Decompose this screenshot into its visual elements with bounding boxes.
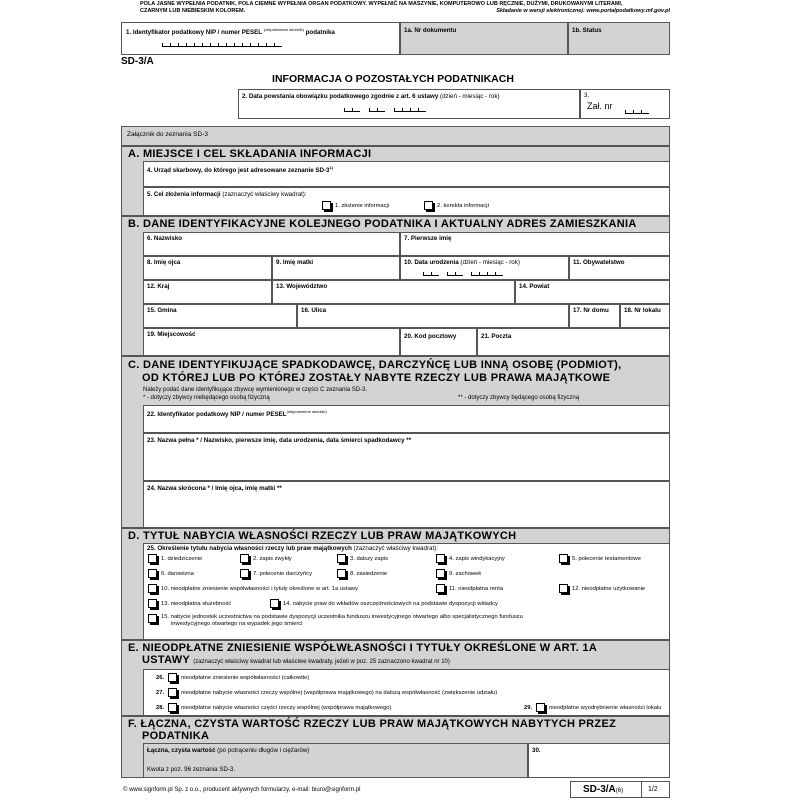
field-6-surname[interactable]: 6. Nazwisko — [143, 232, 400, 256]
field-17-house-number[interactable]: 17. Nr domu — [569, 304, 620, 328]
checkbox-icon[interactable] — [240, 554, 249, 563]
section-c-note-natural-person: ** - dotyczy zbywcy będącego osobą fizyczną — [458, 395, 580, 401]
field-18-apartment-number[interactable]: 18. Nr lokalu — [620, 304, 670, 328]
field-13-voivodeship[interactable]: 13. Województwo — [272, 280, 515, 304]
checkbox-icon[interactable] — [559, 584, 568, 593]
checkbox-icon[interactable] — [322, 201, 331, 210]
section-d-title: D. TYTUŁ NABYCIA WŁASNOŚCI RZECZY LUB PRAW MAJĄTKOWYCH — [128, 530, 517, 542]
section-f-title: F. ŁĄCZNA, CZYSTA WARTOŚĆ RZECZY LUB PRAW MAJĄTKOWYCH NABYTYCH PRZEZ PODATNIKA — [128, 718, 617, 742]
footer-credit: © www.signform.pl Sp. z o.o., producent aktywnych formularzy, e-mail: biuro@signform.pl — [123, 787, 361, 793]
checkbox-icon[interactable] — [436, 569, 445, 578]
field-19-locality[interactable]: 19. Miejscowość — [143, 328, 400, 356]
checkbox-icon[interactable] — [436, 584, 445, 593]
field-15-municipality[interactable]: 15. Gmina — [143, 304, 297, 328]
field-23-full-name[interactable]: 23. Nazwa pełna * / Nazwisko, pierwsze imię, data urodzenia, data śmierci spadkodawcy ** — [143, 433, 670, 481]
field-3-attachment-number[interactable]: 3. Zał. nr — [580, 89, 670, 119]
checkbox-icon[interactable] — [559, 554, 568, 563]
field-7-first-name[interactable]: 7. Pierwsze imię — [400, 232, 670, 256]
checkbox-icon[interactable] — [148, 554, 157, 563]
section-c-note-legal-entity: * - dotyczy zbywcy niebędącego osobą fizyczną — [143, 395, 270, 401]
checkbox-icon[interactable] — [148, 584, 157, 593]
checkbox-icon[interactable] — [148, 614, 157, 623]
field-9-mother-name[interactable]: 9. Imię matki — [272, 256, 400, 280]
checkbox-icon[interactable] — [168, 673, 177, 682]
option-further-bequest[interactable]: 3. dalszy zapis — [337, 554, 388, 563]
section-c-title: C. DANE IDENTYFIKUJĄCE SPADKODAWCĘ, DARCZYŃCĘ LUB INNĄ OSOBĘ (PODMIOT), OD KTÓREJ LUB PO KTÓREJ ZOSTAŁY NABYTE RZECZY LUB PRAWA MAJĄTKOWE — [128, 359, 622, 384]
form-title: INFORMACJA O POZOSTAŁYCH PODATNIKACH — [272, 73, 514, 85]
checkbox-icon[interactable] — [168, 703, 177, 712]
checkbox-icon[interactable] — [240, 569, 249, 578]
total-value-label: Łączna, czysta wartość (po potrąceniu długów i ciężarów) Kwota z poz. 96 zeznania SD-3. — [143, 743, 528, 778]
field-24-short-name[interactable]: 24. Nazwa skrócona * / Imię ojca, imię matki ** — [143, 481, 670, 528]
section-e-options — [143, 669, 670, 716]
option-testamentary-order[interactable]: 5. polecenie testamentowe — [559, 554, 641, 563]
option-27[interactable]: 27. nieodpłatne nabycie własności rzeczy wspólnej (współprawa majątkowego) na dalszą współwłasność (zwiększenie udziału) — [156, 689, 498, 696]
field-12-country[interactable]: 12. Kraj — [143, 280, 272, 304]
field-14-county[interactable]: 14. Powiat — [515, 280, 670, 304]
option-free-annuity[interactable]: 11. nieodpłatna renta — [436, 584, 503, 593]
option-vindication-bequest[interactable]: 4. zapis windykacyjny — [436, 554, 505, 563]
option-legitime[interactable]: 9. zachowek — [436, 569, 481, 578]
field-5-purpose: 5. Cel złożenia informacji (zaznaczyć właściwy kwadrat): 1. złożenie informacji 2. korekta informacji — [143, 187, 670, 216]
option-free-easement[interactable]: 13. nieodpłatna służebność — [148, 599, 231, 608]
checkbox-icon[interactable] — [536, 703, 545, 712]
option-donation[interactable]: 6. darowizna — [148, 569, 194, 578]
field-11-citizenship[interactable]: 11. Obywatelstwo — [569, 256, 670, 280]
field-30-total-value[interactable]: 30. — [528, 743, 670, 778]
fill-instructions: POLA JASNE WYPEŁNIA PODATNIK, POLA CIEMNE WYPEŁNIA ORGAN PODATKOWY. WYPEŁNIĆ NA MASZYNIE, KOMPUTEROWO LUB RĘCZNIE, DUŻYMI, DRUKOWANYMI LITERAMI, CZARNYM LUB NIEBIESKIM KOLOREM. Składanie w wersji elektronicznej: www.portalpodatkowy.mf.gov.pl — [140, 1, 670, 14]
checkbox-icon[interactable] — [424, 201, 433, 210]
option-inheritance[interactable]: 1. dziedziczenie — [148, 554, 202, 563]
option-free-usufruct[interactable]: 12. nieodpłatne użytkowanie — [559, 584, 645, 593]
checkbox-icon[interactable] — [337, 554, 346, 563]
checkbox-icon[interactable] — [148, 599, 157, 608]
option-acquisitive-prescription[interactable]: 8. zasiedzenie — [337, 569, 387, 578]
field-25-acquisition-title: 25. Określenie tytułu nabycia własności rzeczy lub praw majątkowych (zaznaczyć właściwy kwadrat): 1. dziedziczenie 2. zapis zwykły 3. dalszy zapis 4. zapis windykacyjny 5. polecenie testamentowe 6. darowizna 7. polecenie darczyńcy 8. zasiedzenie 9. zachowek 10. nieodpłatne zniesienie współwłasności i tytuły określone w art. 1a ustawy 11. nieodpłatna renta 12. nieodpłatne użytkowanie 13. nieodpłatna służebność 14. nabycie praw do wkładów oszczędnościowych na podstawie dyspozycji wkładcy 15. nabycie jednostek uczestnictwa na podstawie dyspozycji uczestnika funduszu inwestycyjnego otwartego albo specjalistycznego funduszu inwestycyjnego otwartego na wypadek jego śmierci — [143, 543, 670, 640]
field-16-street[interactable]: 16. Ulica — [297, 304, 569, 328]
field-2-tax-obligation-date[interactable]: 2. Data powstania obowiązku podatkowego zgodnie z art. 6 ustawy (dzień - miesiąc - rok) — [238, 89, 580, 119]
form-page — [118, 0, 670, 800]
section-b-title: B. DANE IDENTYFIKACYJNE KOLEJNEGO PODATNIKA I AKTUALNY ADRES ZAMIESZKANIA — [128, 218, 637, 230]
field-1b-status: 1b. Status — [568, 22, 670, 55]
field-10-birth-date[interactable]: 10. Data urodzenia (dzień - miesiąc - rok) — [400, 256, 569, 280]
fill-instructions-line2: CZARNYM LUB NIEBIESKIM KOLOREM. — [140, 7, 246, 14]
field-1a-document-number: 1a. Nr dokumentu — [400, 22, 568, 55]
option-donor-order[interactable]: 7. polecenie darczyńcy — [240, 569, 312, 578]
option-co-ownership-dissolution[interactable]: 10. nieodpłatne zniesienie współwłasności i tytuły określone w art. 1a ustawy — [148, 584, 358, 593]
field-22-transferor-id[interactable]: 22. Identyfikator podatkowy NIP / numer $PESEL^{(niepotrzebne skreślić)}$ — [143, 405, 670, 433]
field-21-post-office[interactable]: 21. Poczta — [477, 328, 670, 356]
page-number: 1/2 — [648, 786, 658, 793]
checkbox-icon[interactable] — [270, 599, 279, 608]
option-ordinary-bequest[interactable]: 2. zapis zwykły — [240, 554, 292, 563]
field-4-tax-office[interactable]: 4. Urząd skarbowy, do którego jest adresowane zeznanie SD-3$^{1)}$ — [143, 161, 670, 187]
option-26[interactable]: 26. nieodpłatne zniesienie współwłasności (całkowite) — [156, 674, 310, 681]
section-e-title: E. NIEODPŁATNE ZNIESIENIE WSPÓŁWŁASNOŚCI I TYTUŁY OKREŚLONE W ART. 1A USTAWY (zaznaczyć właściwy kwadrat lub właściwe kwadraty, jeżeli w poz. 25 zaznaczono kwadrat nr 10) — [128, 642, 598, 666]
field-20-postal-code[interactable]: 20. Kod pocztowy — [400, 328, 477, 356]
checkbox-icon[interactable] — [168, 688, 177, 697]
option-savings-deposit-rights[interactable]: 14. nabycie praw do wkładów oszczędnościowych na podstawie dyspozycji wkładcy — [270, 599, 498, 608]
section-a-title: A. MIEJSCE I CEL SKŁADANIA INFORMACJI — [128, 148, 372, 160]
electronic-note: Składanie w wersji elektronicznej: www.portalpodatkowy.mf.gov.pl — [496, 7, 670, 14]
checkbox-icon[interactable] — [436, 554, 445, 563]
option-29[interactable]: 29. nieodpłatne wyodrębnienie własności lokalu — [524, 704, 662, 711]
option-submit-information[interactable]: 1. złożenie informacji — [322, 201, 389, 210]
checkbox-icon[interactable] — [148, 569, 157, 578]
form-code: SD-3/A — [121, 56, 154, 67]
option-28[interactable]: 28. nieodpłatne nabycie własności części rzeczy wspólnej (współprawa majątkowego) — [156, 704, 392, 711]
checkbox-icon[interactable] — [337, 569, 346, 578]
footer-form-code: SD-3/A(6) 1/2 — [570, 781, 670, 798]
digit-ticks — [162, 43, 282, 47]
option-correction[interactable]: 2. korekta informacji — [424, 201, 489, 210]
field-8-father-name[interactable]: 8. Imię ojca — [143, 256, 272, 280]
field-1-taxpayer-id[interactable]: 1. Identyfikator podatkowy NIP / numer PESEL $^{(niepotrzebne skreślić)}$ podatnika — [121, 22, 400, 55]
option-fund-units[interactable]: 15. nabycie jednostek uczestnictwa na podstawie dyspozycji uczestnika funduszu inwestycyjnego otwartego albo specjalistycznego funduszu inwestycyjnego otwartego na wypadek jego śmierci — [148, 614, 523, 628]
attachment-note: Załącznik do zeznania SD-3 — [121, 126, 670, 146]
section-c-note: Należy podać dane identyfikujące zbywcę wymienionego w części C zeznania SD-3. — [143, 387, 368, 393]
